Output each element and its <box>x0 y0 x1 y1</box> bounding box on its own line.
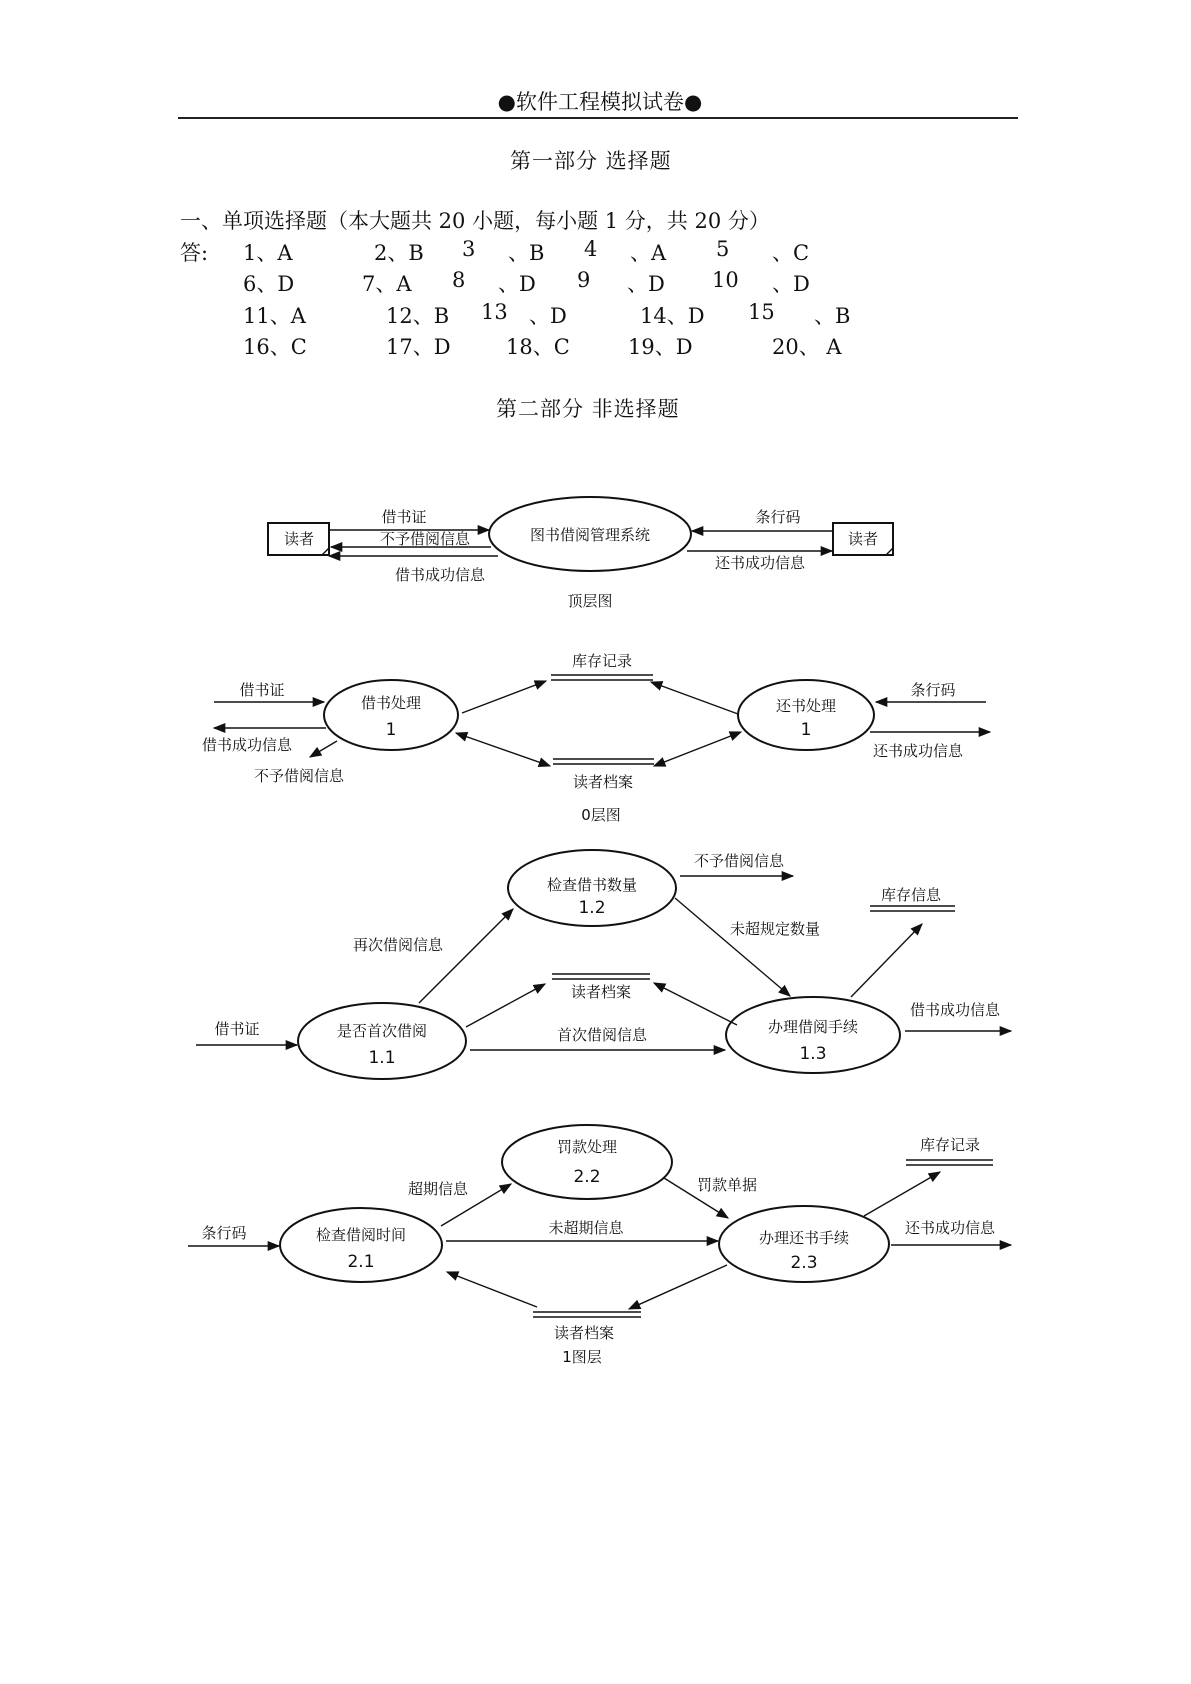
store-inventory-label: 库存记录 <box>919 1136 981 1154</box>
store-inventory-info-label: 库存信息 <box>880 886 942 904</box>
answer-item: 、A <box>630 241 667 265</box>
top-level-diagram <box>268 497 893 610</box>
flow-label-borrow-ok: 借书成功信息 <box>394 566 486 584</box>
answer-item: 20、 A <box>772 335 842 359</box>
flow-arrow-reader-feedback <box>654 983 737 1025</box>
part2-title: 第二部分 非选择题 <box>496 397 680 421</box>
process-1-1-label: 是否首次借阅 <box>336 1022 428 1040</box>
process-1-1-number: 1.1 <box>368 1048 396 1068</box>
store-inventory-info <box>870 906 955 911</box>
answer-item: 、C <box>772 241 810 265</box>
answer-item: 17、D <box>386 335 451 359</box>
flow-label-refuse: 不予借阅信息 <box>253 767 345 785</box>
flow-arrow-not-exceed <box>675 898 790 996</box>
answer-item: 、B <box>814 304 851 328</box>
answer-item: 11、A <box>243 304 306 328</box>
flow-arrow-to-inventory <box>851 924 922 997</box>
process-return-label: 还书处理 <box>775 697 837 715</box>
store-reader <box>533 1312 641 1317</box>
flow-arrow-update-reader <box>629 1265 727 1309</box>
answer-item: 、D <box>498 272 536 296</box>
flow-label-return-ok: 还书成功信息 <box>872 742 964 760</box>
store-reader-label: 读者档案 <box>572 773 634 791</box>
flow-label-return-ok: 还书成功信息 <box>714 554 806 572</box>
flow-arrow-again <box>419 909 513 1003</box>
store-reader-label: 读者档案 <box>570 983 632 1001</box>
level0-caption: 0层图 <box>581 806 621 824</box>
flow-arrow-refuse <box>310 741 337 757</box>
level0-diagram <box>202 652 990 824</box>
flow-label-barcode: 条行码 <box>201 1224 247 1242</box>
answer-item: 2、B <box>374 241 424 265</box>
store-reader-label: 读者档案 <box>553 1324 615 1342</box>
flow-arrow-to-inventory <box>864 1172 940 1216</box>
answer-item: 10 <box>712 268 739 292</box>
reader-entity-right-label: 读者 <box>847 530 879 548</box>
answers-label: 答: <box>180 241 209 265</box>
flow-arrow-return-reader <box>654 732 741 766</box>
store-reader <box>552 974 650 979</box>
process-return-number: 1 <box>800 720 812 740</box>
answer-item: 、B <box>508 241 545 265</box>
answer-item: 、D <box>627 272 665 296</box>
answer-item: 6、D <box>243 272 295 296</box>
store-inventory <box>906 1160 993 1165</box>
flow-label-again: 再次借阅信息 <box>352 936 444 954</box>
flow-label-barcode: 条行码 <box>910 681 956 699</box>
process-2-3-label: 办理还书手续 <box>758 1229 850 1247</box>
top-diagram-caption: 顶层图 <box>567 592 613 610</box>
answer-item: 、D <box>772 272 810 296</box>
flow-label-refuse: 不予借阅信息 <box>379 530 471 548</box>
flow-label-overdue: 超期信息 <box>407 1180 469 1198</box>
process-2-2-number: 2.2 <box>573 1167 601 1187</box>
answer-item: 12、B <box>386 304 450 328</box>
flow-label-not-exceed: 未超规定数量 <box>729 920 821 938</box>
process-2-1-label: 检查借阅时间 <box>315 1226 407 1244</box>
process-1-3-label: 办理借阅手续 <box>767 1018 859 1036</box>
flow-label-refuse: 不予借阅信息 <box>693 852 785 870</box>
answer-item: 16、C <box>243 335 307 359</box>
system-process-label: 图书借阅管理系统 <box>529 526 651 544</box>
answer-item: 5 <box>716 237 730 261</box>
answer-item: 3 <box>462 237 476 261</box>
answer-item: 18、C <box>506 335 570 359</box>
flow-label-first: 首次借阅信息 <box>556 1026 648 1044</box>
answer-item: 7、A <box>362 272 412 296</box>
flow-label-card: 借书证 <box>214 1020 260 1038</box>
answer-item: 8 <box>452 268 466 292</box>
store-reader <box>553 759 654 764</box>
page-header-title: ●软件工程模拟试卷● <box>497 90 703 114</box>
flow-arrow-borrow-to-inventory <box>462 681 546 713</box>
process-borrow-label: 借书处理 <box>360 694 422 712</box>
flow-arrow-reader-to-check <box>447 1272 537 1307</box>
flow-label-return-ok: 还书成功信息 <box>904 1219 996 1237</box>
process-borrow-number: 1 <box>385 720 397 740</box>
flow-label-card: 借书证 <box>239 681 285 699</box>
process-1-2-label: 检查借书数量 <box>546 876 638 894</box>
flow-label-borrow-ok: 借书成功信息 <box>201 736 293 754</box>
answer-item: 、D <box>529 304 567 328</box>
process-2-1-number: 2.1 <box>347 1252 375 1272</box>
answer-item: 9 <box>577 268 591 292</box>
store-inventory-label: 库存记录 <box>571 652 633 670</box>
answer-item: 1、A <box>243 241 293 265</box>
process-1-3-number: 1.3 <box>799 1044 827 1064</box>
flow-arrow-borrow-reader <box>456 733 550 766</box>
process-2-3-number: 2.3 <box>790 1253 818 1273</box>
store-inventory <box>551 675 653 680</box>
section1-heading: 一、单项选择题（本大题共 20 小题，每小题 1 分，共 20 分） <box>180 209 770 233</box>
flow-label-barcode: 条行码 <box>755 508 801 526</box>
level1-borrow-diagram <box>196 850 1011 1079</box>
process-2-2 <box>502 1125 672 1199</box>
answer-item: 4 <box>584 237 598 261</box>
reader-entity-left-label: 读者 <box>283 530 315 548</box>
answer-item: 19、D <box>628 335 693 359</box>
process-2-2-label: 罚款处理 <box>556 1138 618 1156</box>
part1-title: 第一部分 选择题 <box>510 149 672 173</box>
answer-item: 13 <box>481 300 508 324</box>
level1-caption: 1图层 <box>562 1348 602 1366</box>
flow-label-card: 借书证 <box>381 508 427 526</box>
answer-item: 14、D <box>640 304 705 328</box>
process-1-2-number: 1.2 <box>578 898 606 918</box>
flow-arrow-to-reader <box>466 984 545 1027</box>
flow-label-fine: 罚款单据 <box>696 1176 758 1194</box>
level1-return-diagram <box>188 1125 1011 1366</box>
flow-arrow-return-to-inventory <box>651 682 738 714</box>
answer-item: 15 <box>748 300 775 324</box>
flow-label-borrow-ok: 借书成功信息 <box>909 1001 1001 1019</box>
flow-label-not-overdue: 未超期信息 <box>548 1219 624 1237</box>
